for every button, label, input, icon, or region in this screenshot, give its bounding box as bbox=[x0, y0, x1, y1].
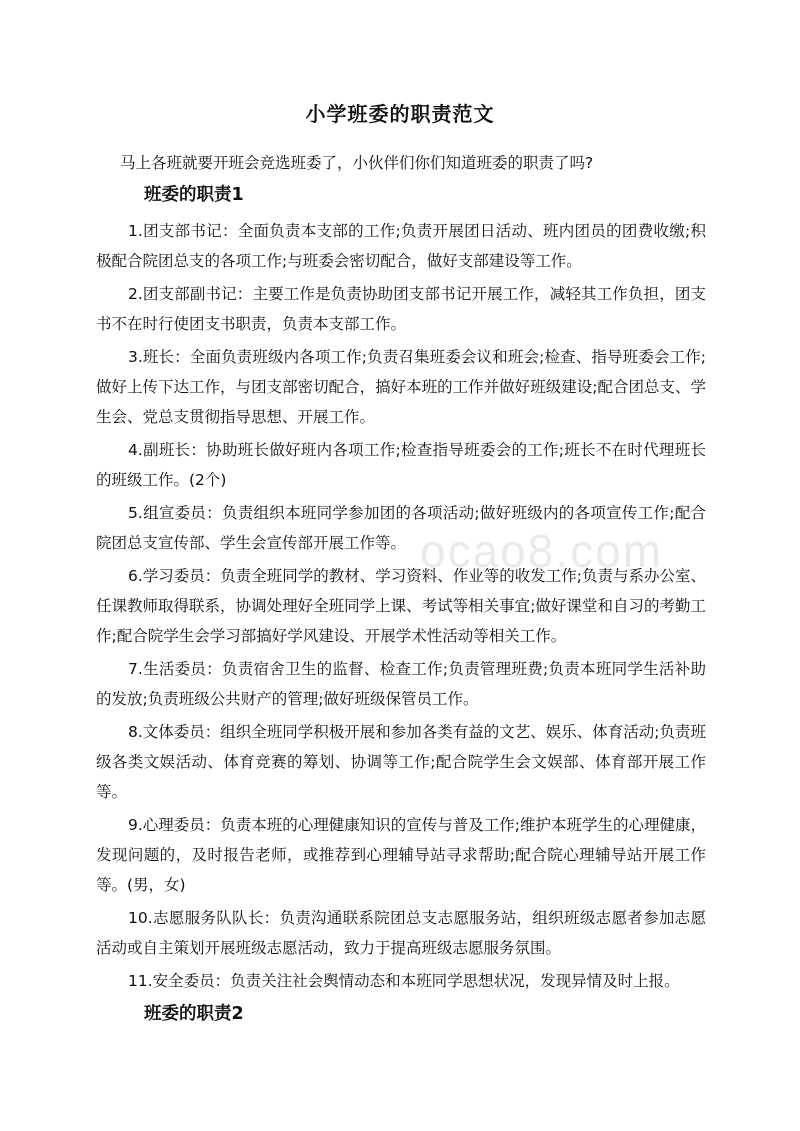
duty-item: 7.生活委员：负责宿舍卫生的监督、检查工作;负责管理班费;负责本班同学生活补助的发放;负责班级公共财产的管理;做好班级保管员工作。 bbox=[96, 660, 706, 708]
duty-item: 4.副班长：协助班长做好班内各项工作;检查指导班委会的工作;班长不在时代理班长的班级工作。(2个) bbox=[96, 441, 706, 489]
duty-item: 11.安全委员：负责关注社会舆情动态和本班同学思想状况，发现异情及时上报。 bbox=[128, 972, 680, 990]
section-heading-1: 班委的职责1 bbox=[144, 185, 244, 205]
duty-item: 10.志愿服务队队长：负责沟通联系院团总支志愿服务站，组织班级志愿者参加志愿活动或自主策划开展班级志愿活动，致力于提高班级志愿服务氛围。 bbox=[96, 909, 706, 957]
duty-list bbox=[96, 216, 706, 999]
intro-paragraph: 马上各班就要开班会竞选班委了，小伙伴们你们知道班委的职责了吗? bbox=[120, 154, 594, 172]
duty-item: 3.班长：全面负责班级内各项工作;负责召集班委会议和班会;检查、指导班委会工作;做好上传下达工作，与团支部密切配合，搞好本班的工作并做好班级建设;配合团总支、学生会、党总支贯彻指导思想、开展工作。 bbox=[96, 348, 706, 426]
duty-item: 8.文体委员：组织全班同学积极开展和参加各类有益的文艺、娱乐、体育活动;负责班级各类文娱活动、体育竞赛的筹划、协调等工作;配合院学生会文娱部、体育部开展工作等。 bbox=[96, 723, 707, 801]
document-title: 小学班委的职责范文 bbox=[305, 102, 495, 126]
duty-item: 2.团支部副书记：主要工作是负责协助团支部书记开展工作，减轻其工作负担，团支书不在时行使团支书职责，负责本支部工作。 bbox=[96, 285, 706, 333]
section-heading-2: 班委的职责2 bbox=[144, 1004, 244, 1024]
duty-item: 6.学习委员：负责全班同学的教材、学习资料、作业等的收发工作;负责与系办公室、任课教师取得联系，协调处理好全班同学上课、考试等相关事宜;做好课堂和自习的考勤工作;配合院学生会学习部搞好学风建设、开展学术性活动等相关工作。 bbox=[96, 567, 707, 645]
watermark-text: ocao8.com bbox=[420, 525, 664, 577]
duty-item: 9.心理委员：负责本班的心理健康知识的宣传与普及工作;维护本班学生的心理健康，发现问题的，及时报告老师，或推荐到心理辅导站寻求帮助;配合院心理辅导站开展工作等。(男，女) bbox=[96, 816, 707, 894]
duty-item: 5.组宣委员：负责组织本班同学参加团的各项活动;做好班级内的各项宣传工作;配合院团总支宣传部、学生会宣传部开展工作等。 bbox=[96, 504, 706, 552]
duty-item: 1.团支部书记：全面负责本支部的工作;负责开展团日活动、班内团员的团费收缴;积极配合院团总支的各项工作;与班委会密切配合，做好支部建设等工作。 bbox=[96, 222, 706, 270]
